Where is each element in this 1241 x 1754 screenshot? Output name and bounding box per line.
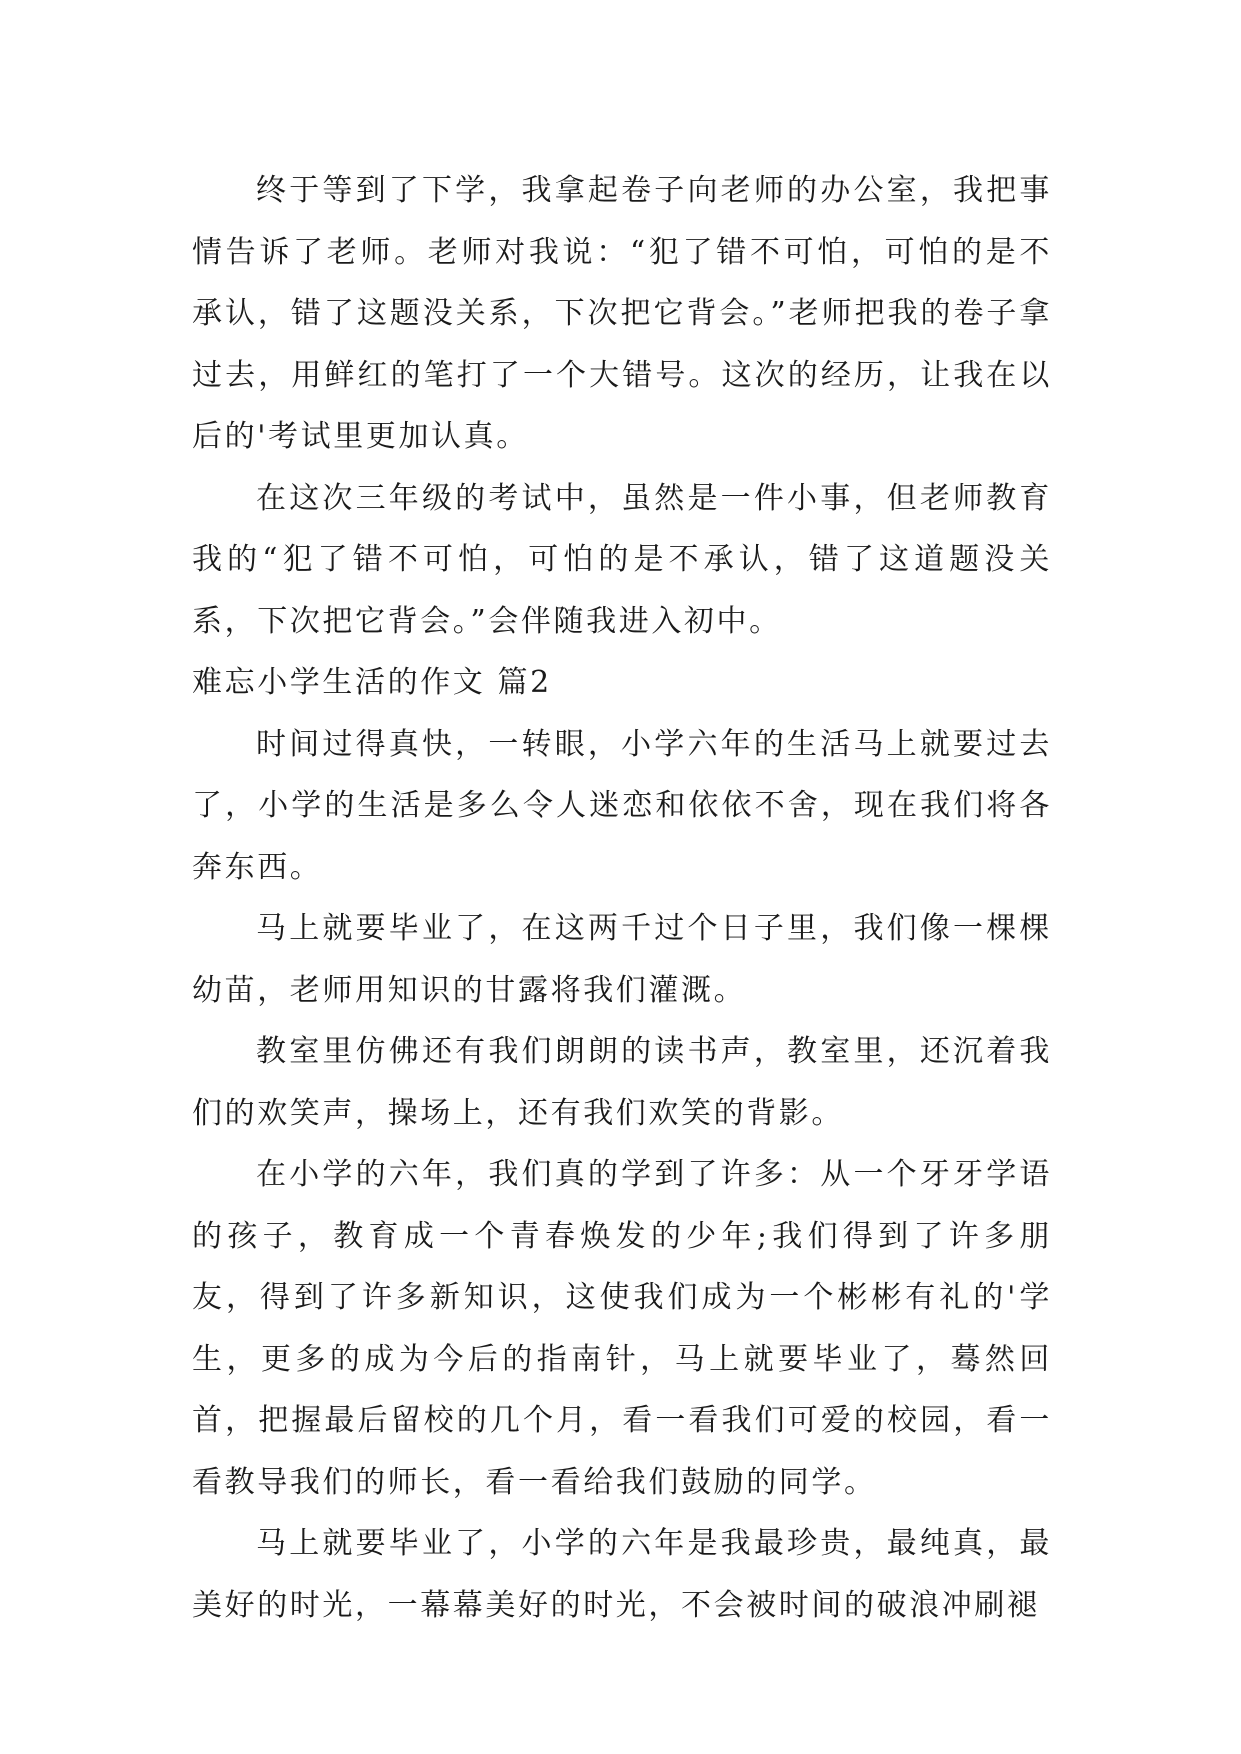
section-heading: 难忘小学生活的作文 篇2: [192, 665, 552, 700]
paragraph: 时间过得真快，一转眼，小学六年的生活马上就要过去了，小学的生活是多么令人迷恋和依依不舍，现在我们将各奔东西。: [192, 726, 1052, 885]
paragraph: 马上就要毕业了，小学的六年是我最珍贵，最纯真，最美好的时光，一幕幕美好的时光，不会被时间的破浪冲刷褪: [192, 1526, 1052, 1623]
paragraph: 终于等到了下学，我拿起卷子向老师的办公室，我把事情告诉了老师。老师对我说：“犯了错不可怕，可怕的是不承认，错了这题没关系，下次把它背会。”老师把我的卷子拿过去，用鲜红的笔打了一个大错号。这次的经历，让我在以后的'考试里更加认真。: [192, 173, 1052, 454]
document-body: [192, 160, 1052, 1636]
paragraph: 教室里仿佛还有我们朗朗的读书声，教室里，还沉着我们的欢笑声，操场上，还有我们欢笑的背影。: [192, 1034, 1052, 1131]
paragraph: 在小学的六年，我们真的学到了许多：从一个牙牙学语的孩子，教育成一个青春焕发的少年;我们得到了许多朋友，得到了许多新知识，这使我们成为一个彬彬有礼的'学生，更多的成为今后的指南针，马上就要毕业了，蓦然回首，把握最后留校的几个月，看一看我们可爱的校园，看一看教导我们的师长，看一看给我们鼓励的同学。: [192, 1157, 1052, 1500]
paragraph: 在这次三年级的考试中，虽然是一件小事，但老师教育我的“犯了错不可怕，可怕的是不承认，错了这道题没关系，下次把它背会。”会伴随我进入初中。: [192, 480, 1052, 639]
paragraph: 马上就要毕业了，在这两千过个日子里，我们像一棵棵幼苗，老师用知识的甘露将我们灌溉。: [192, 911, 1052, 1008]
